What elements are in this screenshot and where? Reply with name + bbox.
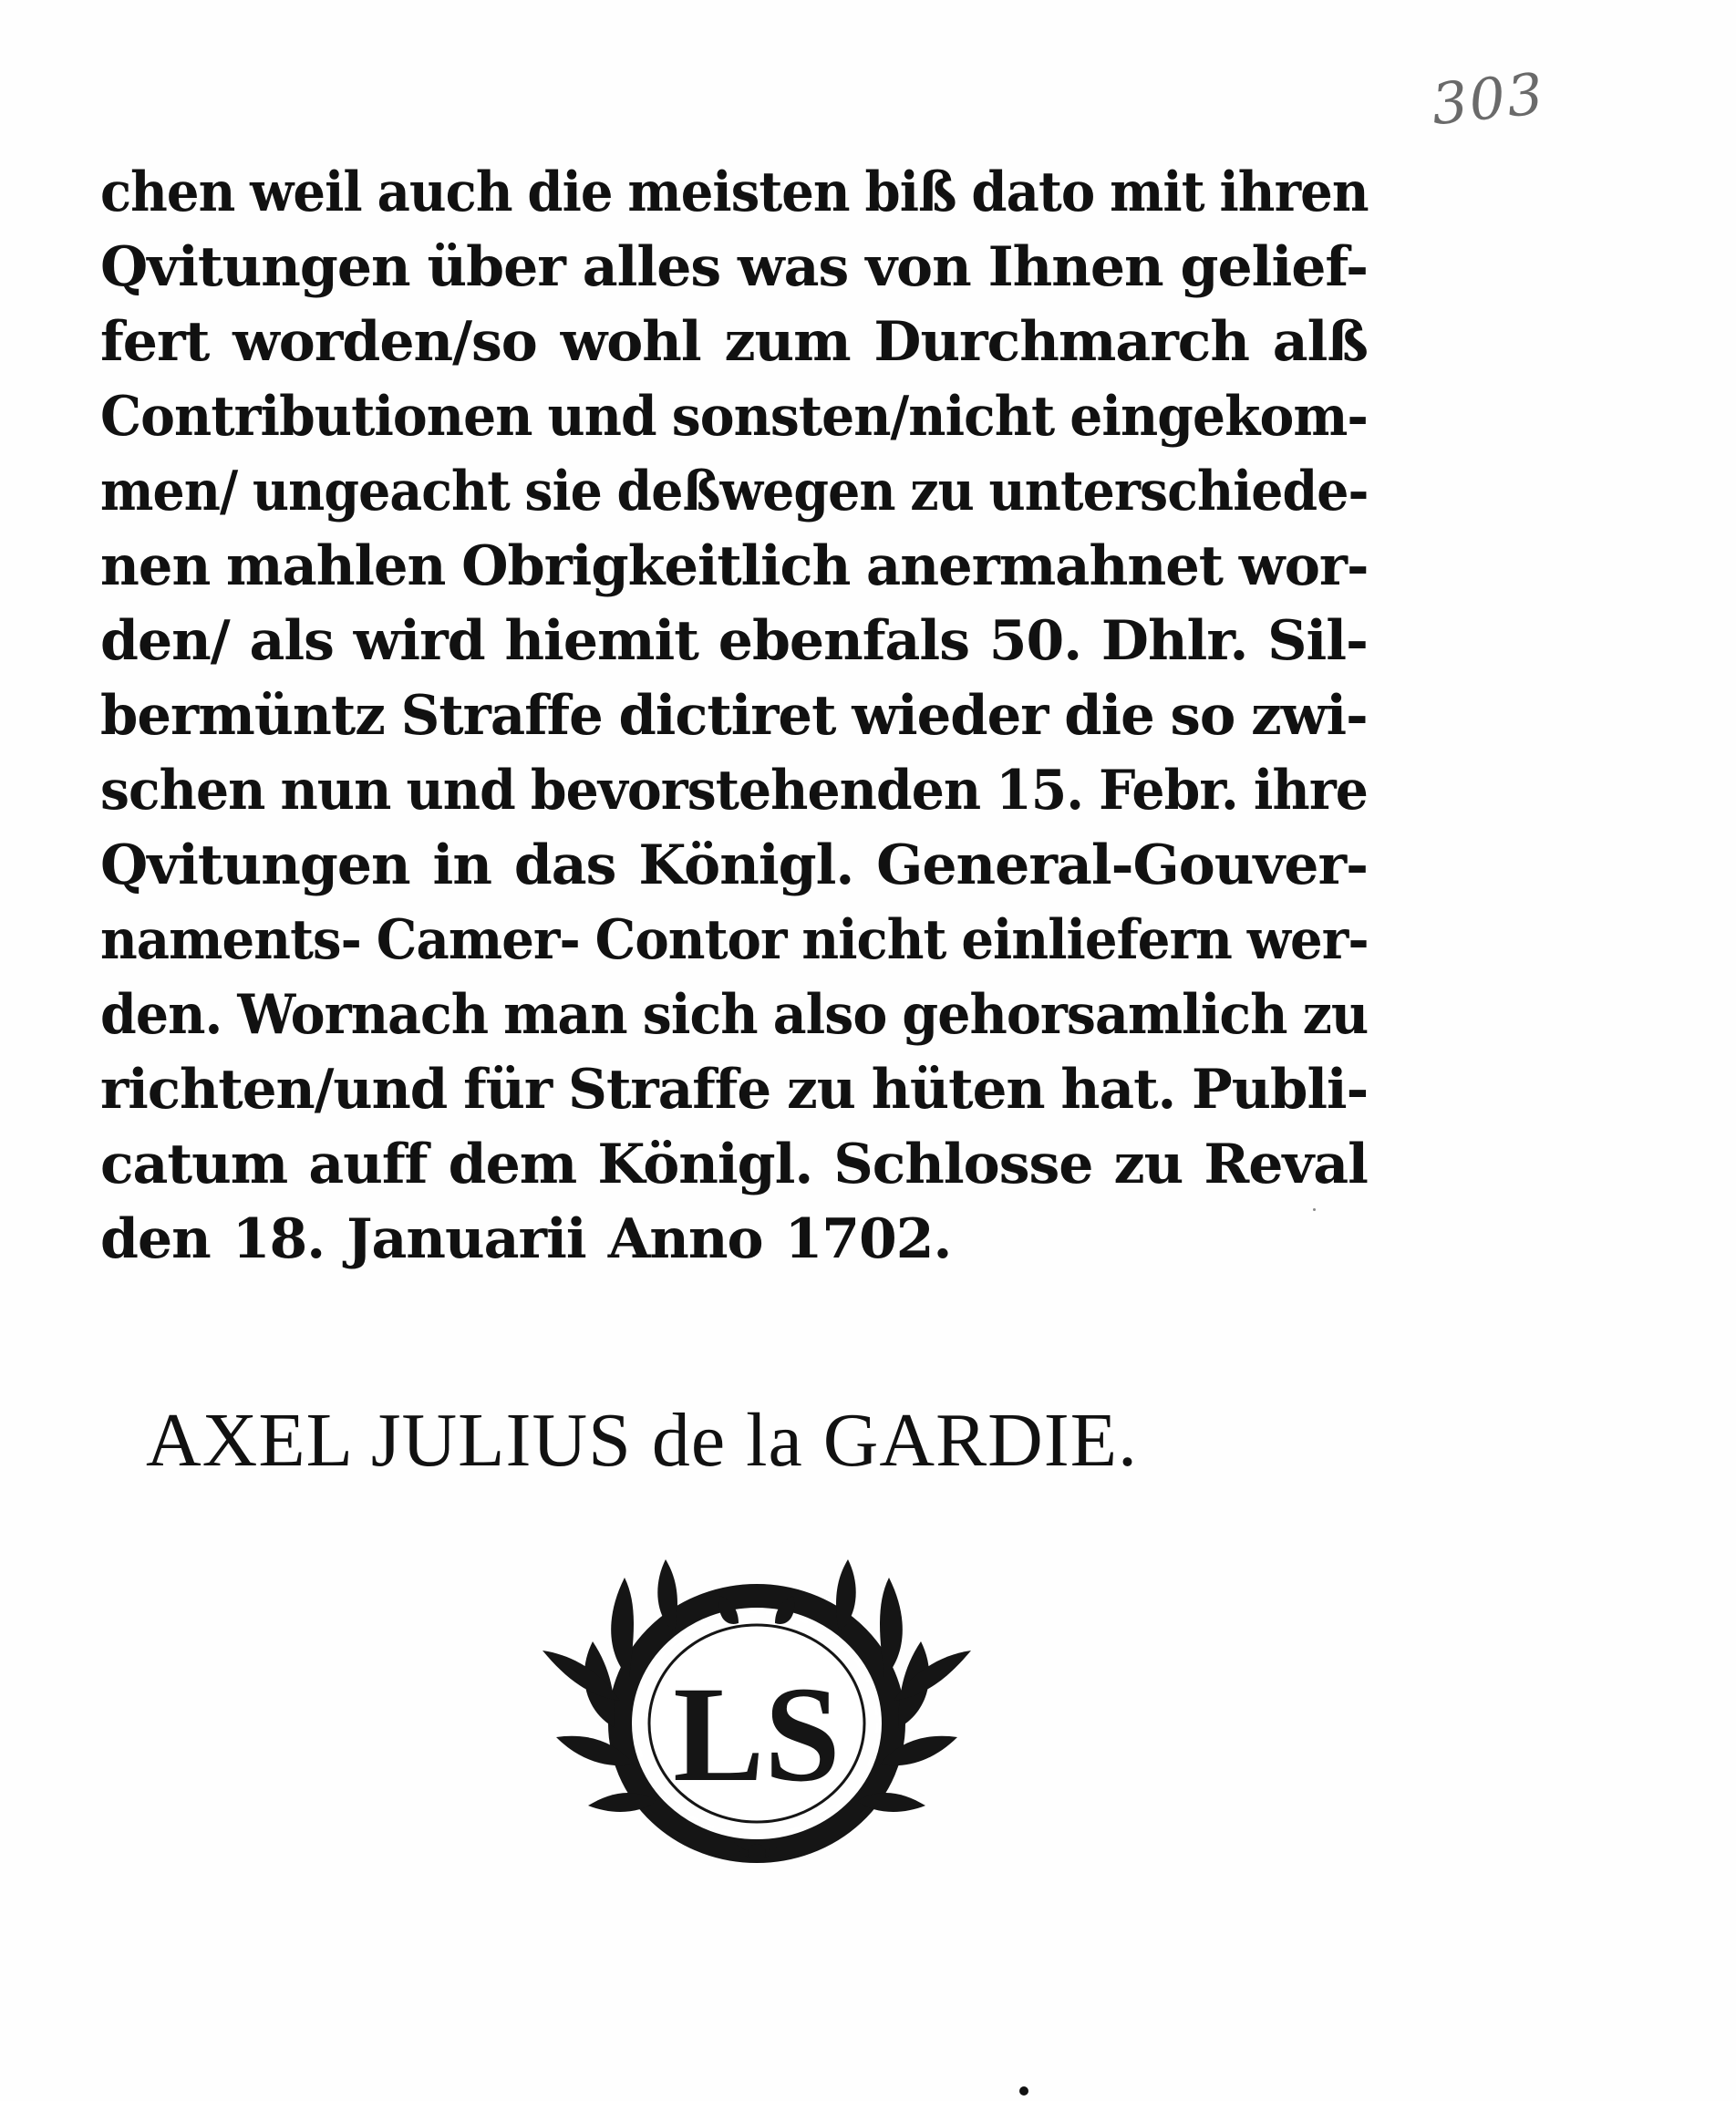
word: dictiret <box>618 684 836 748</box>
word: dem <box>448 1133 577 1196</box>
word: den. <box>100 983 222 1047</box>
word: Januarii <box>346 1207 586 1271</box>
word: zu <box>910 460 974 523</box>
word: hüten <box>871 1058 1045 1122</box>
word: Contributionen <box>100 385 532 449</box>
body-text <box>100 155 1368 1277</box>
word: auff <box>308 1133 428 1196</box>
word: ungeacht <box>252 460 510 523</box>
text-line <box>100 1052 1369 1127</box>
word: 50. <box>988 609 1082 673</box>
word: mit <box>1110 160 1204 224</box>
word: ihren <box>1219 160 1369 224</box>
ink-mark <box>1019 2086 1028 2096</box>
word: unterschiede- <box>988 460 1369 523</box>
word: wieder <box>852 684 1049 748</box>
word: Ihnen <box>987 235 1163 299</box>
word: wird <box>353 609 485 673</box>
word: deßwegen <box>616 460 895 523</box>
word: meisten <box>627 160 850 224</box>
word: nicht <box>801 908 946 972</box>
word: catum <box>100 1133 288 1196</box>
paper-speck <box>1313 1208 1316 1211</box>
word: so <box>1170 684 1235 748</box>
word: das <box>513 833 616 897</box>
text-line <box>100 230 1368 305</box>
word: sie <box>524 460 602 523</box>
word: weil <box>250 160 362 224</box>
word: ebenfals <box>718 609 969 673</box>
word: zu <box>786 1058 855 1122</box>
word: bermüntz <box>100 684 385 748</box>
word: naments- <box>100 908 361 972</box>
word: alles <box>582 235 721 299</box>
text-line <box>100 1202 1368 1277</box>
folio-number: 303 <box>1428 59 1548 139</box>
word: wer- <box>1246 908 1369 972</box>
word: Febr. <box>1099 759 1238 823</box>
word: den/ <box>100 609 230 673</box>
word: sonsten/nicht <box>671 385 1055 449</box>
word: gehorsamlich <box>902 983 1287 1047</box>
text-line <box>100 454 1369 529</box>
word: anermahnet <box>866 534 1224 598</box>
text-line <box>100 828 1368 903</box>
word: hat. <box>1060 1058 1176 1122</box>
text-line <box>100 903 1369 978</box>
word: wohl <box>560 310 701 374</box>
word: 18. <box>232 1207 326 1271</box>
text-line <box>100 604 1368 678</box>
word: Contor <box>594 908 787 972</box>
word: alß <box>1272 310 1368 374</box>
text-line <box>100 155 1369 230</box>
text-line <box>100 753 1368 828</box>
word: die <box>527 160 613 224</box>
word: Durchmarch <box>873 310 1249 374</box>
word: Anno <box>607 1207 763 1271</box>
word: hiemit <box>504 609 699 673</box>
word: und <box>547 385 656 449</box>
word: biß <box>864 160 956 224</box>
text-line <box>100 379 1368 454</box>
word: gelief- <box>1180 235 1368 299</box>
word: zum <box>724 310 851 374</box>
word: Reval <box>1204 1133 1368 1196</box>
text-line <box>100 678 1368 753</box>
word: sich <box>642 983 758 1047</box>
word: eingekom- <box>1070 385 1368 449</box>
word: chen <box>100 160 235 224</box>
word: über <box>427 235 565 299</box>
word: zu <box>1113 1133 1183 1196</box>
word: Straffe <box>568 1058 771 1122</box>
word: Sil- <box>1267 609 1368 673</box>
word: den <box>100 1207 211 1271</box>
text-line <box>100 529 1369 604</box>
word: schen <box>100 759 265 823</box>
word: Camer- <box>376 908 580 972</box>
signature: AXEL JULIUS de la GARDIE. <box>146 1398 1139 1483</box>
word: Schlosse <box>833 1133 1093 1196</box>
word: Qvitungen <box>100 833 410 897</box>
word: nen <box>100 534 211 598</box>
word: richten/und <box>100 1058 448 1122</box>
word: mahlen <box>226 534 446 598</box>
word: zwi- <box>1251 684 1368 748</box>
word: nun <box>280 759 391 823</box>
word: auch <box>377 160 512 224</box>
word: bevorstehenden <box>530 759 981 823</box>
word: von <box>865 235 971 299</box>
word: Königl. <box>597 1133 813 1196</box>
word: ihre <box>1253 759 1368 823</box>
word: man <box>503 983 627 1047</box>
seal-monogram: LS <box>673 1659 841 1810</box>
wreath-seal-icon <box>538 1541 976 1888</box>
word: men/ <box>100 460 238 523</box>
word: in <box>432 833 491 897</box>
word: also <box>772 983 887 1047</box>
word: dato <box>971 160 1095 224</box>
word: einliefern <box>961 908 1232 972</box>
text-line <box>100 978 1369 1052</box>
word: zu <box>1302 983 1369 1047</box>
word: Obrigkeitlich <box>461 534 851 598</box>
word: Qvitungen <box>100 235 410 299</box>
word: Königl. <box>638 833 854 897</box>
word: und <box>406 759 515 823</box>
word: 15. <box>996 759 1084 823</box>
word: worden/so <box>232 310 537 374</box>
word: 1702. <box>784 1207 952 1271</box>
word: für <box>463 1058 553 1122</box>
word: die <box>1064 684 1154 748</box>
word: Straffe <box>400 684 603 748</box>
word: fert <box>100 310 210 374</box>
word: Wornach <box>237 983 489 1047</box>
word: als <box>249 609 334 673</box>
word: was <box>738 235 849 299</box>
word: Dhlr. <box>1100 609 1248 673</box>
word: General-Gouver- <box>876 833 1368 897</box>
text-line <box>100 305 1368 379</box>
text-line <box>100 1127 1368 1202</box>
word: Publi- <box>1192 1058 1369 1122</box>
word: wor- <box>1238 534 1369 598</box>
